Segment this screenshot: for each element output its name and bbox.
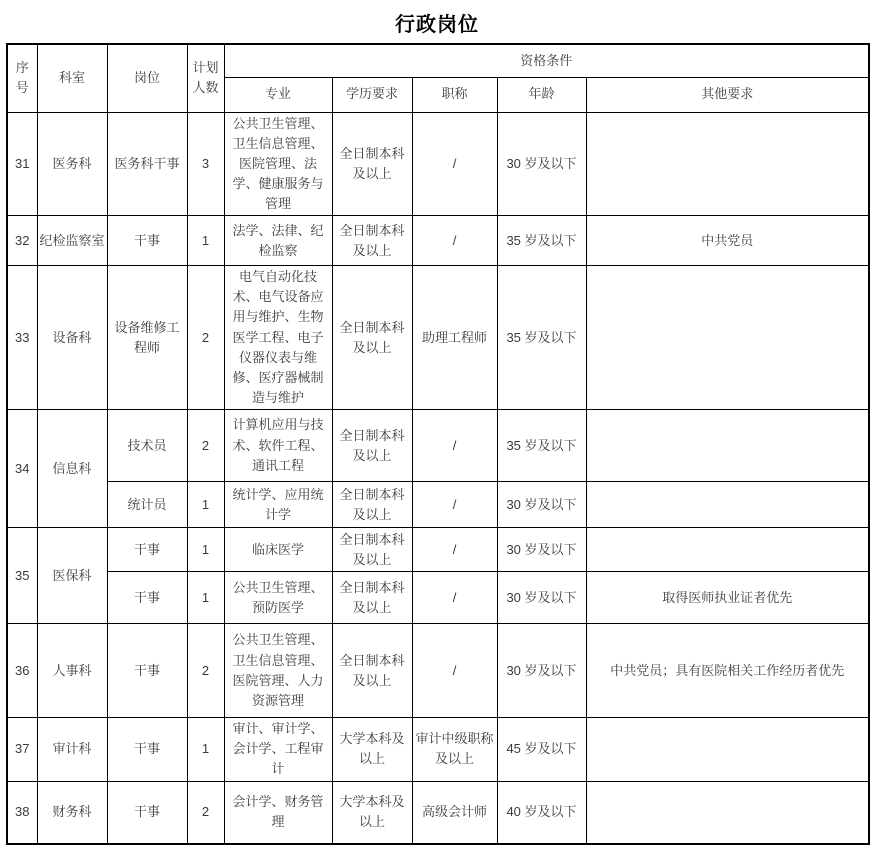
cell-education: 全日制本科及以上 bbox=[332, 266, 412, 410]
cell-title: / bbox=[412, 624, 497, 718]
cell-education: 全日制本科及以上 bbox=[332, 112, 412, 216]
cell-major: 法学、法律、纪检监察 bbox=[224, 216, 332, 266]
cell-position: 干事 bbox=[107, 572, 187, 624]
cell-position: 干事 bbox=[107, 718, 187, 781]
cell-major: 审计、审计学、会计学、工程审计 bbox=[224, 718, 332, 781]
table-row bbox=[7, 572, 869, 624]
cell-serial: 32 bbox=[7, 216, 37, 266]
cell-serial: 34 bbox=[7, 410, 37, 528]
cell-title: 审计中级职称及以上 bbox=[412, 718, 497, 781]
header-title: 职称 bbox=[412, 77, 497, 112]
cell-title: 助理工程师 bbox=[412, 266, 497, 410]
cell-serial: 35 bbox=[7, 528, 37, 624]
header-row-top bbox=[7, 44, 869, 77]
cell-major: 统计学、应用统计学 bbox=[224, 482, 332, 528]
table-row bbox=[7, 410, 869, 482]
table-row bbox=[7, 718, 869, 781]
cell-age: 45 岁及以下 bbox=[497, 718, 586, 781]
cell-age: 30 岁及以下 bbox=[497, 528, 586, 572]
cell-title: 高级会计师 bbox=[412, 781, 497, 844]
cell-department: 设备科 bbox=[37, 266, 107, 410]
cell-other: 中共党员 bbox=[586, 216, 869, 266]
header-major: 专业 bbox=[224, 77, 332, 112]
table-row bbox=[7, 781, 869, 844]
cell-position: 设备维修工程师 bbox=[107, 266, 187, 410]
cell-education: 全日制本科及以上 bbox=[332, 528, 412, 572]
cell-serial: 38 bbox=[7, 781, 37, 844]
table-row bbox=[7, 112, 869, 216]
cell-position: 技术员 bbox=[107, 410, 187, 482]
cell-education: 大学本科及以上 bbox=[332, 781, 412, 844]
cell-title: / bbox=[412, 572, 497, 624]
cell-other bbox=[586, 410, 869, 482]
cell-department: 医保科 bbox=[37, 528, 107, 624]
cell-serial: 33 bbox=[7, 266, 37, 410]
page-title: 行政岗位 bbox=[395, 14, 479, 36]
table-row bbox=[7, 482, 869, 528]
cell-planned-count: 3 bbox=[187, 112, 224, 216]
cell-department: 纪检监察室 bbox=[37, 216, 107, 266]
admin-positions-table bbox=[6, 43, 870, 845]
cell-other: 中共党员；具有医院相关工作经历者优先 bbox=[586, 624, 869, 718]
cell-education: 全日制本科及以上 bbox=[332, 410, 412, 482]
cell-planned-count: 2 bbox=[187, 410, 224, 482]
cell-major: 电气自动化技术、电气设备应用与维护、生物医学工程、电子仪器仪表与维修、医疗器械制造与维护 bbox=[224, 266, 332, 410]
cell-planned-count: 2 bbox=[187, 266, 224, 410]
cell-department: 人事科 bbox=[37, 624, 107, 718]
cell-age: 40 岁及以下 bbox=[497, 781, 586, 844]
cell-other bbox=[586, 482, 869, 528]
table-row bbox=[7, 216, 869, 266]
cell-other bbox=[586, 781, 869, 844]
cell-department: 财务科 bbox=[37, 781, 107, 844]
cell-other bbox=[586, 266, 869, 410]
cell-major: 公共卫生管理、卫生信息管理、医院管理、人力资源管理 bbox=[224, 624, 332, 718]
cell-other bbox=[586, 718, 869, 781]
cell-position: 统计员 bbox=[107, 482, 187, 528]
cell-title: / bbox=[412, 482, 497, 528]
header-serial: 序号 bbox=[7, 44, 37, 112]
cell-major: 会计学、财务管理 bbox=[224, 781, 332, 844]
cell-serial: 36 bbox=[7, 624, 37, 718]
header-position: 岗位 bbox=[107, 44, 187, 112]
cell-position: 干事 bbox=[107, 624, 187, 718]
header-department: 科室 bbox=[37, 44, 107, 112]
cell-department: 信息科 bbox=[37, 410, 107, 528]
cell-position: 医务科干事 bbox=[107, 112, 187, 216]
cell-education: 全日制本科及以上 bbox=[332, 482, 412, 528]
cell-age: 35 岁及以下 bbox=[497, 410, 586, 482]
cell-major: 计算机应用与技术、软件工程、通讯工程 bbox=[224, 410, 332, 482]
cell-planned-count: 1 bbox=[187, 482, 224, 528]
cell-major: 公共卫生管理、预防医学 bbox=[224, 572, 332, 624]
cell-education: 全日制本科及以上 bbox=[332, 572, 412, 624]
cell-major: 公共卫生管理、卫生信息管理、医院管理、法学、健康服务与管理 bbox=[224, 112, 332, 216]
cell-age: 30 岁及以下 bbox=[497, 624, 586, 718]
table-row bbox=[7, 528, 869, 572]
cell-other bbox=[586, 112, 869, 216]
cell-planned-count: 1 bbox=[187, 528, 224, 572]
header-planned-count: 计划人数 bbox=[187, 44, 224, 112]
cell-major: 临床医学 bbox=[224, 528, 332, 572]
cell-department: 审计科 bbox=[37, 718, 107, 781]
cell-serial: 37 bbox=[7, 718, 37, 781]
header-qualification: 资格条件 bbox=[224, 44, 869, 77]
cell-age: 35 岁及以下 bbox=[497, 266, 586, 410]
cell-other: 取得医师执业证者优先 bbox=[586, 572, 869, 624]
cell-title: / bbox=[412, 216, 497, 266]
cell-position: 干事 bbox=[107, 528, 187, 572]
cell-education: 全日制本科及以上 bbox=[332, 624, 412, 718]
cell-planned-count: 2 bbox=[187, 624, 224, 718]
cell-planned-count: 2 bbox=[187, 781, 224, 844]
header-age: 年龄 bbox=[497, 77, 586, 112]
cell-serial: 31 bbox=[7, 112, 37, 216]
cell-age: 30 岁及以下 bbox=[497, 482, 586, 528]
cell-title: / bbox=[412, 410, 497, 482]
header-other: 其他要求 bbox=[586, 77, 869, 112]
cell-planned-count: 1 bbox=[187, 572, 224, 624]
cell-position: 干事 bbox=[107, 216, 187, 266]
cell-title: / bbox=[412, 112, 497, 216]
cell-department: 医务科 bbox=[37, 112, 107, 216]
cell-title: / bbox=[412, 528, 497, 572]
cell-education: 全日制本科及以上 bbox=[332, 216, 412, 266]
cell-education: 大学本科及以上 bbox=[332, 718, 412, 781]
cell-age: 30 岁及以下 bbox=[497, 112, 586, 216]
cell-age: 35 岁及以下 bbox=[497, 216, 586, 266]
cell-planned-count: 1 bbox=[187, 718, 224, 781]
table-row bbox=[7, 266, 869, 410]
cell-other bbox=[586, 528, 869, 572]
table-row bbox=[7, 624, 869, 718]
cell-position: 干事 bbox=[107, 781, 187, 844]
header-education: 学历要求 bbox=[332, 77, 412, 112]
cell-age: 30 岁及以下 bbox=[497, 572, 586, 624]
cell-planned-count: 1 bbox=[187, 216, 224, 266]
